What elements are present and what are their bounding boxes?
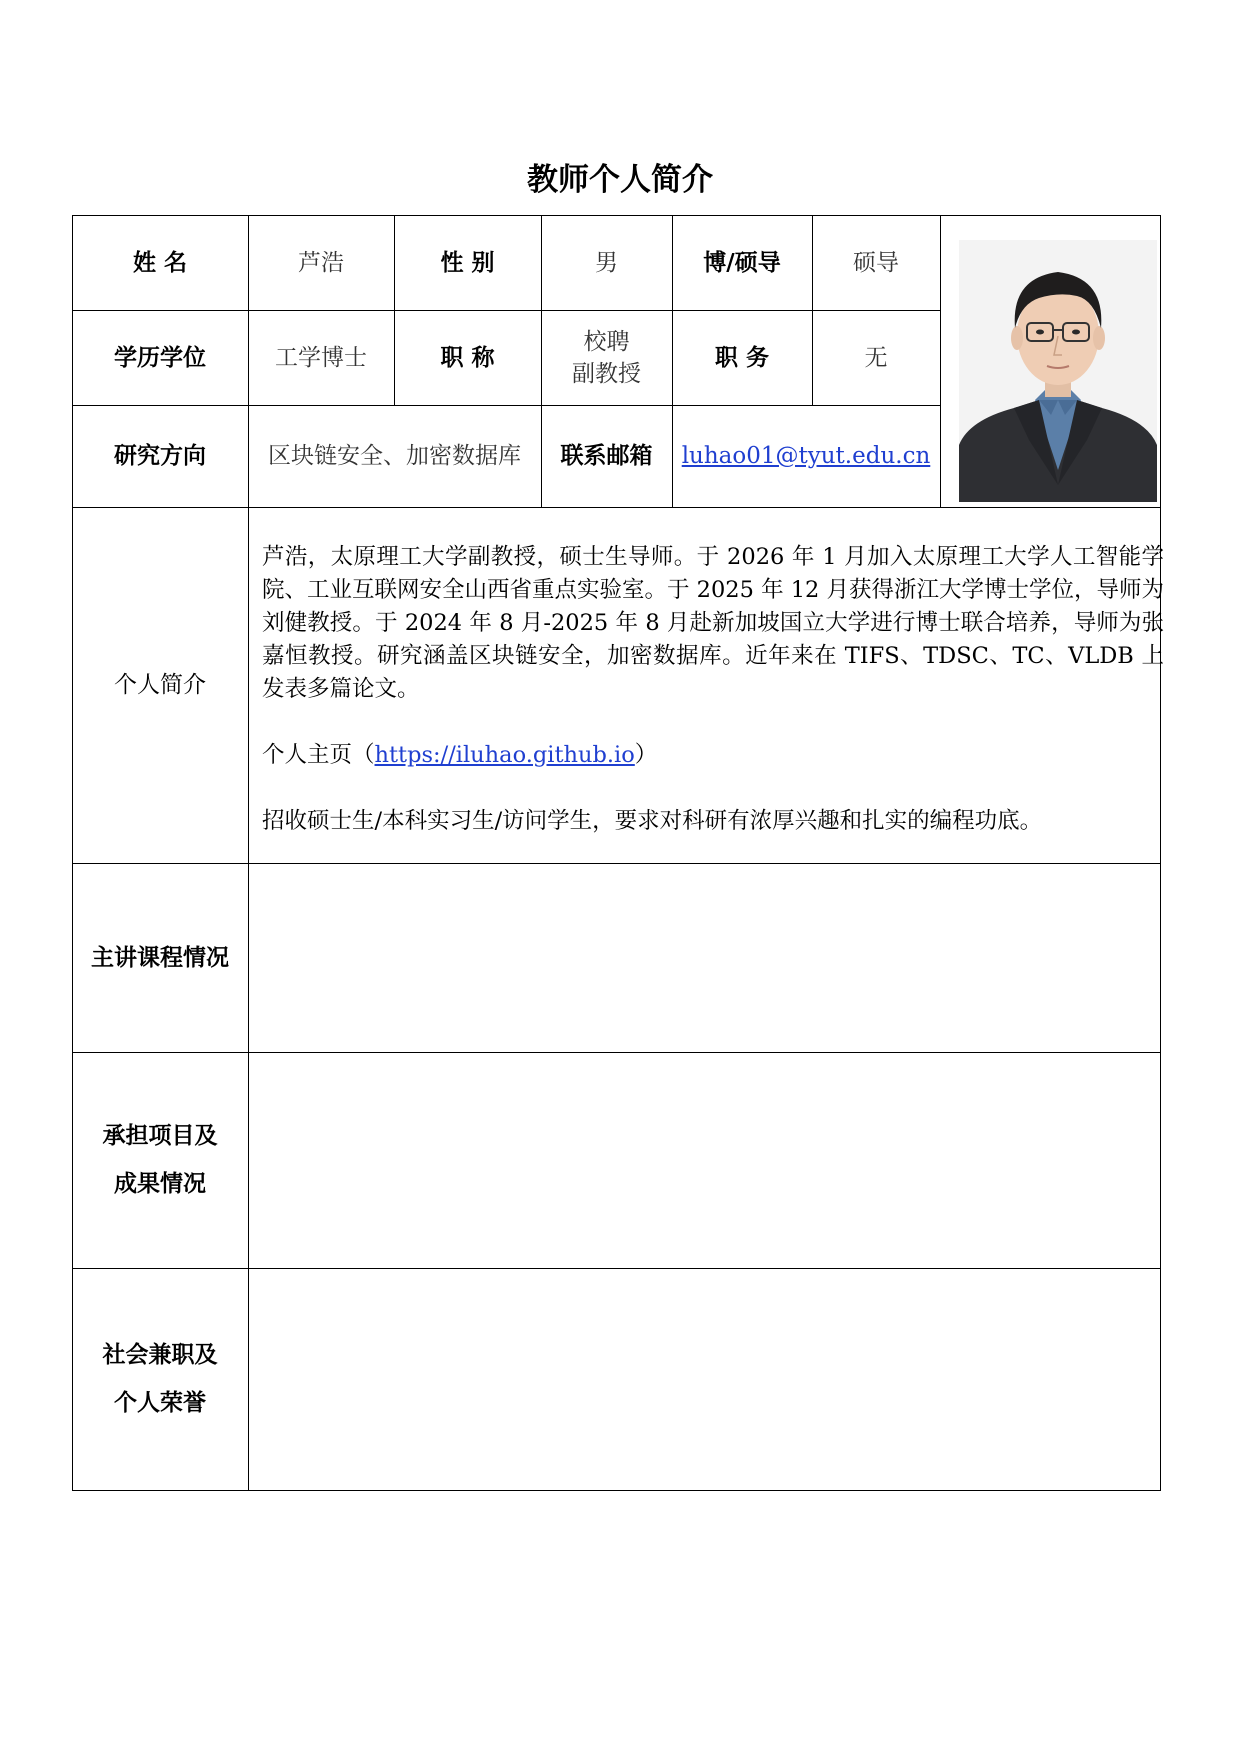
research-value: 区块链安全、加密数据库 [268, 443, 521, 469]
projects-label [72, 1052, 248, 1268]
homepage-suffix: ） [634, 742, 658, 768]
projects-content [248, 1052, 1160, 1268]
position-value: 无 [864, 344, 888, 371]
table-border-bottom [72, 1490, 1161, 1491]
honors-content [248, 1268, 1160, 1490]
page-title: 教师个人简介 [527, 162, 713, 198]
title-value-line2: 副教授 [572, 360, 641, 387]
homepage-prefix: 个人主页（ [262, 742, 375, 768]
title-label: 职 称 [440, 344, 495, 371]
email-link[interactable]: luhao01@tyut.edu.cn [681, 443, 931, 469]
degree-label: 学历学位 [114, 344, 206, 371]
gender-value: 男 [595, 249, 618, 276]
position-label: 职 务 [714, 344, 769, 371]
gender-label: 性 别 [440, 249, 495, 276]
profile-label: 个人简介 [114, 672, 206, 698]
research-label: 研究方向 [114, 443, 206, 469]
profile-text [262, 541, 1164, 871]
courses-label: 主讲课程情况 [91, 944, 229, 971]
courses-content [248, 863, 1160, 1052]
email-cell [672, 405, 940, 507]
profile-paragraph: 芦浩，太原理工大学副教授，硕士生导师。于 2026 年 1 月加入太原理工大学人工智能学院、工业互联网安全山西省重点实验室。于 2025 年 12 月获得浙江大学博士学位，导师为刘健教授。于 2024 年 8 月-2025 年 8 月赴新加坡国立大学进行博士联合培养，导师为张嘉恒教授。研究涵盖区块链安全，加密数据库。近年来在 TIFS、TDSC、TC、VLDB 上发表多篇论文。 [262, 544, 1165, 702]
projects-label-line2: 成果情况 [114, 1171, 206, 1197]
honors-label-line2: 个人荣誉 [114, 1390, 206, 1416]
projects-label-line1: 承担项目及 [102, 1123, 218, 1149]
homepage-link[interactable]: https://iluhao.github.io [374, 742, 635, 768]
title-value [541, 310, 672, 405]
degree-value: 工学博士 [275, 344, 367, 371]
portrait-image [959, 240, 1157, 502]
supervisor-label: 博/硕导 [703, 249, 781, 276]
column-divider [940, 215, 941, 507]
homepage-line [262, 739, 1164, 772]
honors-label [72, 1268, 248, 1490]
name-value: 芦浩 [298, 249, 344, 276]
profile-photo [959, 240, 1157, 502]
name-label: 姓 名 [132, 249, 187, 276]
email-label: 联系邮箱 [560, 443, 653, 469]
honors-label-line1: 社会兼职及 [102, 1342, 218, 1368]
recruit-line: 招收硕士生/本科实习生/访问学生，要求对科研有浓厚兴趣和扎实的编程功底。 [262, 808, 1043, 834]
title-value-line1: 校聘 [583, 328, 630, 355]
supervisor-value: 硕导 [853, 249, 899, 276]
